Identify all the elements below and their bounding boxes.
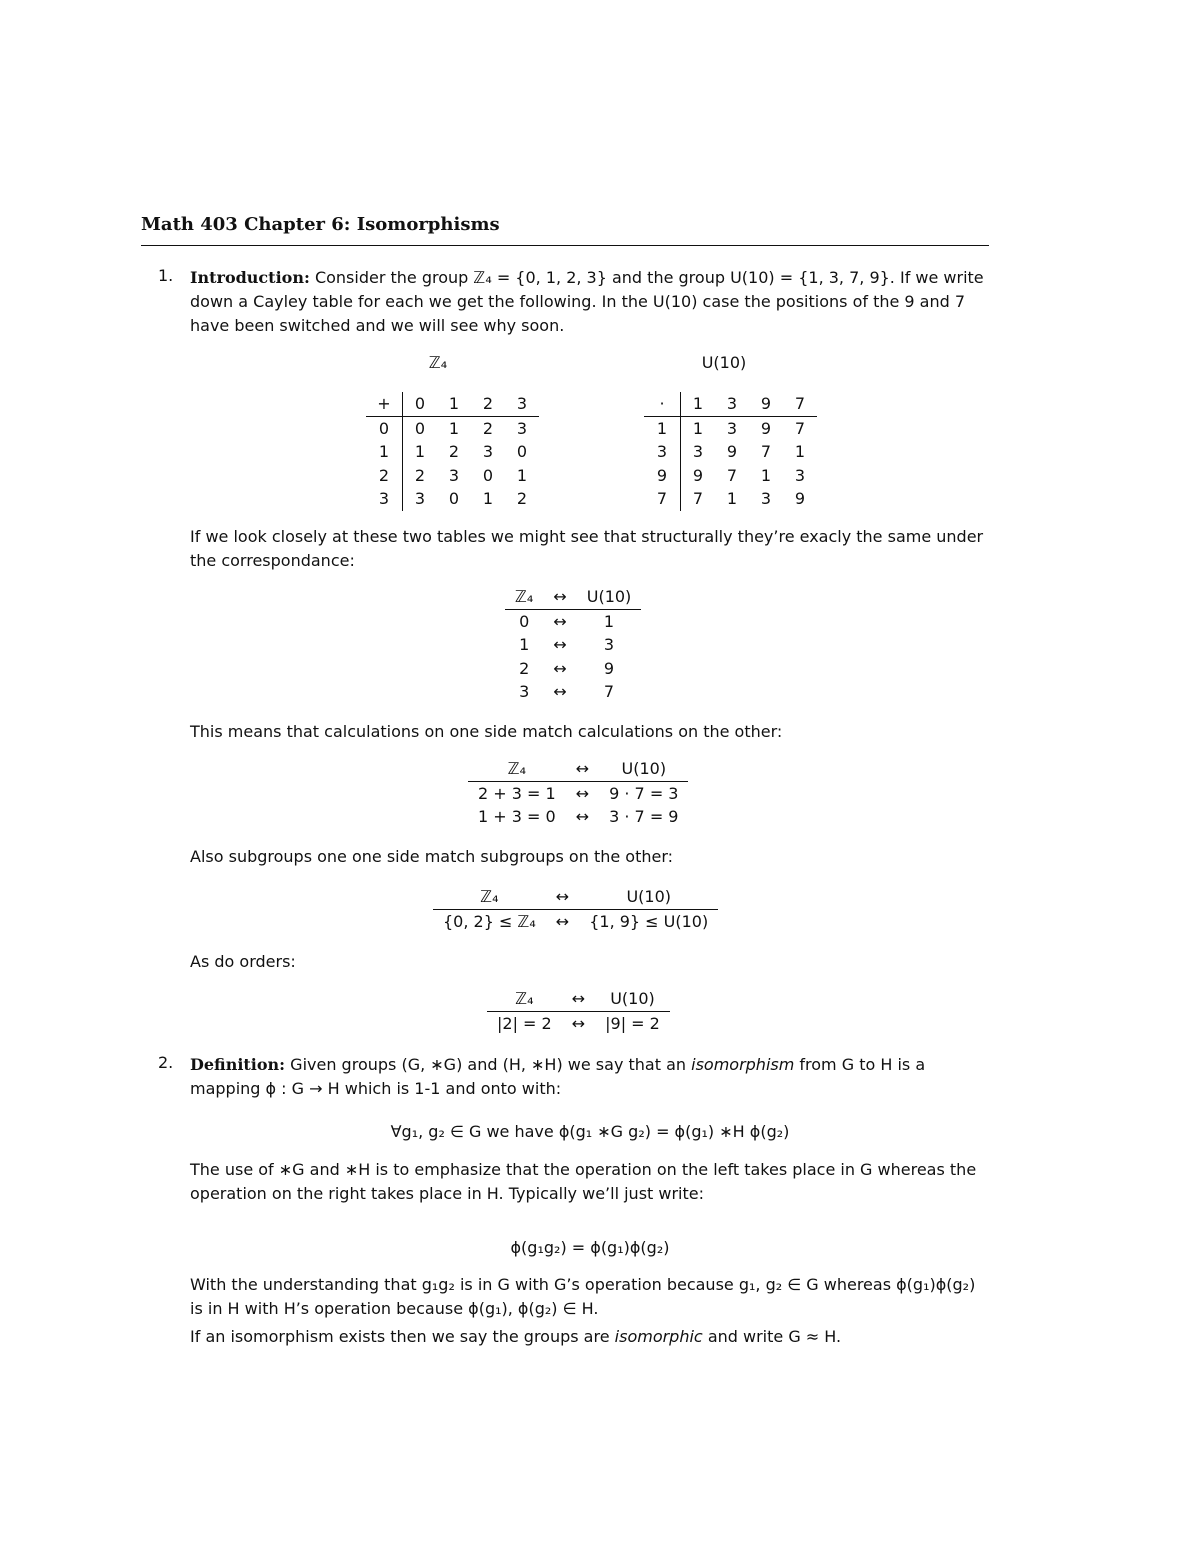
isomorphic-term: isomorphic [614,1327,703,1346]
understanding-paragraph: With the understanding that g₁g₂ is in G with G’s operation because g₁, g₂ ∈ G whereas ϕ(g₁)ϕ(g₂) is in H with H’s operation because ϕ(g₁), ϕ(g₂) ∈ H. [190,1275,976,1318]
z4-table-cell: 0 [414,418,426,438]
z4-table-cell: 1 [366,440,403,464]
z4-table-cell: 1 [448,418,460,438]
correspondence-cell: 3 [519,682,530,702]
z4-table-cell: 0 [403,392,438,416]
u10-table-cell: 7 [644,487,681,511]
calculation-cell: ↔ [575,807,590,827]
u10-table-cell: 9 [794,489,806,509]
correspondence-row [505,657,641,681]
calculation-cell: ↔ [575,783,590,803]
u10-table-cell: 1 [692,418,704,438]
page-title: Math 403 Chapter 6: Isomorphisms [141,214,500,235]
u10-table-cell: 3 [644,440,681,464]
u10-table-cell: 7 [692,489,704,509]
subgroup-cell: ℤ₄ [433,885,546,909]
title-rule [141,245,989,246]
correspondence-cell: ℤ₄ [505,585,543,609]
subgroup-cell: {0, 2} ≤ ℤ₄ [443,911,536,931]
z4-table-cell: 2 [471,392,505,416]
u10-table-row [644,392,817,416]
calculation-row [468,757,688,781]
u10-table-cell: 3 [794,465,806,485]
u10-table-cell: 1 [794,442,806,462]
u10-table-cell: 9 [749,392,783,416]
z4-table-cell: + [366,392,403,416]
z4-table-cell: 2 [516,489,528,509]
z4-table-cell: 2 [448,442,460,462]
short-formula: ϕ(g₁g₂) = ϕ(g₁)ϕ(g₂) [510,1238,670,1257]
u10-table-cell: 9 [760,418,772,438]
u10-table-cell: 1 [760,465,772,485]
operation-paragraph: The use of ∗G and ∗H is to emphasize that the operation on the left takes place in G whereas the operation on the right takes place in H. Typically we’ll just write: [190,1160,977,1203]
item-2-heading: Definition: [190,1055,286,1074]
item-1-heading: Introduction: [190,268,310,287]
correspondence-cell: ↔ [553,611,567,631]
u10-table-cell: 1 [644,416,681,440]
correspondence-cell: 0 [519,611,530,631]
item-1-number: 1. [158,266,174,285]
orders-cell: ↔ [571,1013,586,1033]
orders-cell: ℤ₄ [487,987,562,1011]
orders-paragraph: As do orders: [190,952,296,971]
z4-table-row [366,464,539,488]
z4-table-cell: 2 [414,465,426,485]
u10-table-cell: 3 [726,418,738,438]
calculation-cell: 1 + 3 = 0 [478,807,556,827]
u10-table-row [644,464,817,488]
orders-cell: |9| = 2 [605,1013,660,1033]
u10-table-cell: 7 [726,465,738,485]
item-1-intro [190,266,990,338]
correspondence-cell: ↔ [553,682,567,702]
u10-table-cell: 3 [715,392,749,416]
u10-table-cell: 7 [760,442,772,462]
z4-table-cell: 0 [516,442,528,462]
calculation-cell: 9 · 7 = 3 [609,783,679,803]
subgroup-paragraph: Also subgroups one one side match subgroups on the other: [190,847,674,866]
orders-cell: U(10) [595,987,670,1011]
calculation-cell: ↔ [566,757,599,781]
z4-table-cell: 1 [437,392,471,416]
isomorphism-formula: ∀g₁, g₂ ∈ G we have ϕ(g₁ ∗G g₂) = ϕ(g₁) ∗H ϕ(g₂) [390,1122,790,1141]
correspondence-cell: 1 [519,635,530,655]
z4-table-cell: 1 [414,442,426,462]
orders-row [487,987,670,1011]
u10-table-cell: 7 [783,392,817,416]
subgroup-cell: ↔ [546,885,579,909]
item-1-intro-text: Consider the group ℤ₄ = {0, 1, 2, 3} and the group U(10) = {1, 3, 7, 9}. If we write down a Cayley table for each we get the following. In the U(10) case the positions of the 9 and 7 have been switched and we will see why soon. [190,268,984,335]
z4-cayley-table [366,392,539,511]
z4-table-cell: 0 [482,465,494,485]
look-paragraph: If we look closely at these two tables we might see that structurally they’re exacly the same under the correspondance: [190,527,984,570]
orders-cell: ↔ [562,987,595,1011]
subgroup-row [433,909,718,933]
z4-table-cell: 2 [366,464,403,488]
calculation-cell: ℤ₄ [468,757,566,781]
correspondence-cell: U(10) [577,585,642,609]
correspondence-cell: 1 [603,611,615,631]
subgroup-cell: ↔ [555,911,570,931]
correspondence-row [505,633,641,657]
definition-text-b: from G to H is a mapping ϕ : G → H which is 1-1 and onto with: [190,1055,926,1098]
z4-table-row [366,392,539,416]
correspondence-cell: 9 [603,658,615,678]
z4-table-row [366,416,539,440]
correspondence-cell: ↔ [543,585,576,609]
definition-text-a: Given groups (G, ∗G) and (H, ∗H) we say that an [290,1055,687,1074]
u10-table-cell: 1 [681,392,716,416]
correspondence-cell: 3 [603,635,615,655]
z4-table-cell: 3 [366,487,403,511]
z4-caption: ℤ₄ [428,353,448,372]
z4-table-row [366,487,539,511]
u10-table-cell: 1 [726,489,738,509]
u10-table-cell: · [644,392,681,416]
u10-table-cell: 7 [794,418,806,438]
correspondence-row [505,680,641,704]
calculation-table [468,757,688,829]
orders-cell: |2| = 2 [497,1013,552,1033]
u10-table-cell: 9 [726,442,738,462]
z4-table-cell: 0 [366,416,403,440]
item-2-definition [190,1053,990,1101]
correspondence-table [505,585,641,704]
u10-table-cell: 3 [760,489,772,509]
u10-table-row [644,440,817,464]
calc-paragraph: This means that calculations on one side match calculations on the other: [190,722,783,741]
subgroup-table [433,885,718,933]
subgroup-cell: U(10) [579,885,718,909]
calculation-cell: 3 · 7 = 9 [609,807,679,827]
u10-table-cell: 9 [644,464,681,488]
calculation-cell: 2 + 3 = 1 [478,783,556,803]
z4-table-cell: 2 [482,418,494,438]
z4-table-cell: 3 [505,392,539,416]
u10-table-row [644,487,817,511]
orders-row [487,1011,670,1035]
calculation-row [468,805,688,829]
z4-table-cell: 3 [448,465,460,485]
definition-term: isomorphism [691,1055,795,1074]
correspondence-cell: 7 [603,682,615,702]
z4-table-row [366,440,539,464]
item-2-number: 2. [158,1053,174,1072]
correspondence-cell: 2 [519,658,530,678]
final-text-b: and write G ≈ H. [707,1327,842,1346]
u10-cayley-table [644,392,817,511]
z4-table-cell: 0 [448,489,460,509]
z4-table-cell: 3 [516,418,528,438]
final-text-a: If an isomorphism exists then we say the groups are [190,1327,610,1346]
u10-caption: U(10) [701,353,747,372]
u10-table-row [644,416,817,440]
z4-table-cell: 3 [414,489,426,509]
orders-table [487,987,670,1035]
u10-table-cell: 3 [692,442,704,462]
correspondence-cell: ↔ [553,658,567,678]
final-paragraph [190,1325,990,1349]
calculation-cell: U(10) [599,757,688,781]
subgroup-row [433,885,718,909]
correspondence-row [505,585,641,609]
z4-table-cell: 3 [482,442,494,462]
correspondence-row [505,609,641,633]
z4-table-cell: 1 [516,465,528,485]
calculation-row [468,781,688,805]
u10-table-cell: 9 [692,465,704,485]
z4-table-cell: 1 [482,489,494,509]
correspondence-cell: ↔ [553,635,567,655]
subgroup-cell: {1, 9} ≤ U(10) [589,911,709,931]
